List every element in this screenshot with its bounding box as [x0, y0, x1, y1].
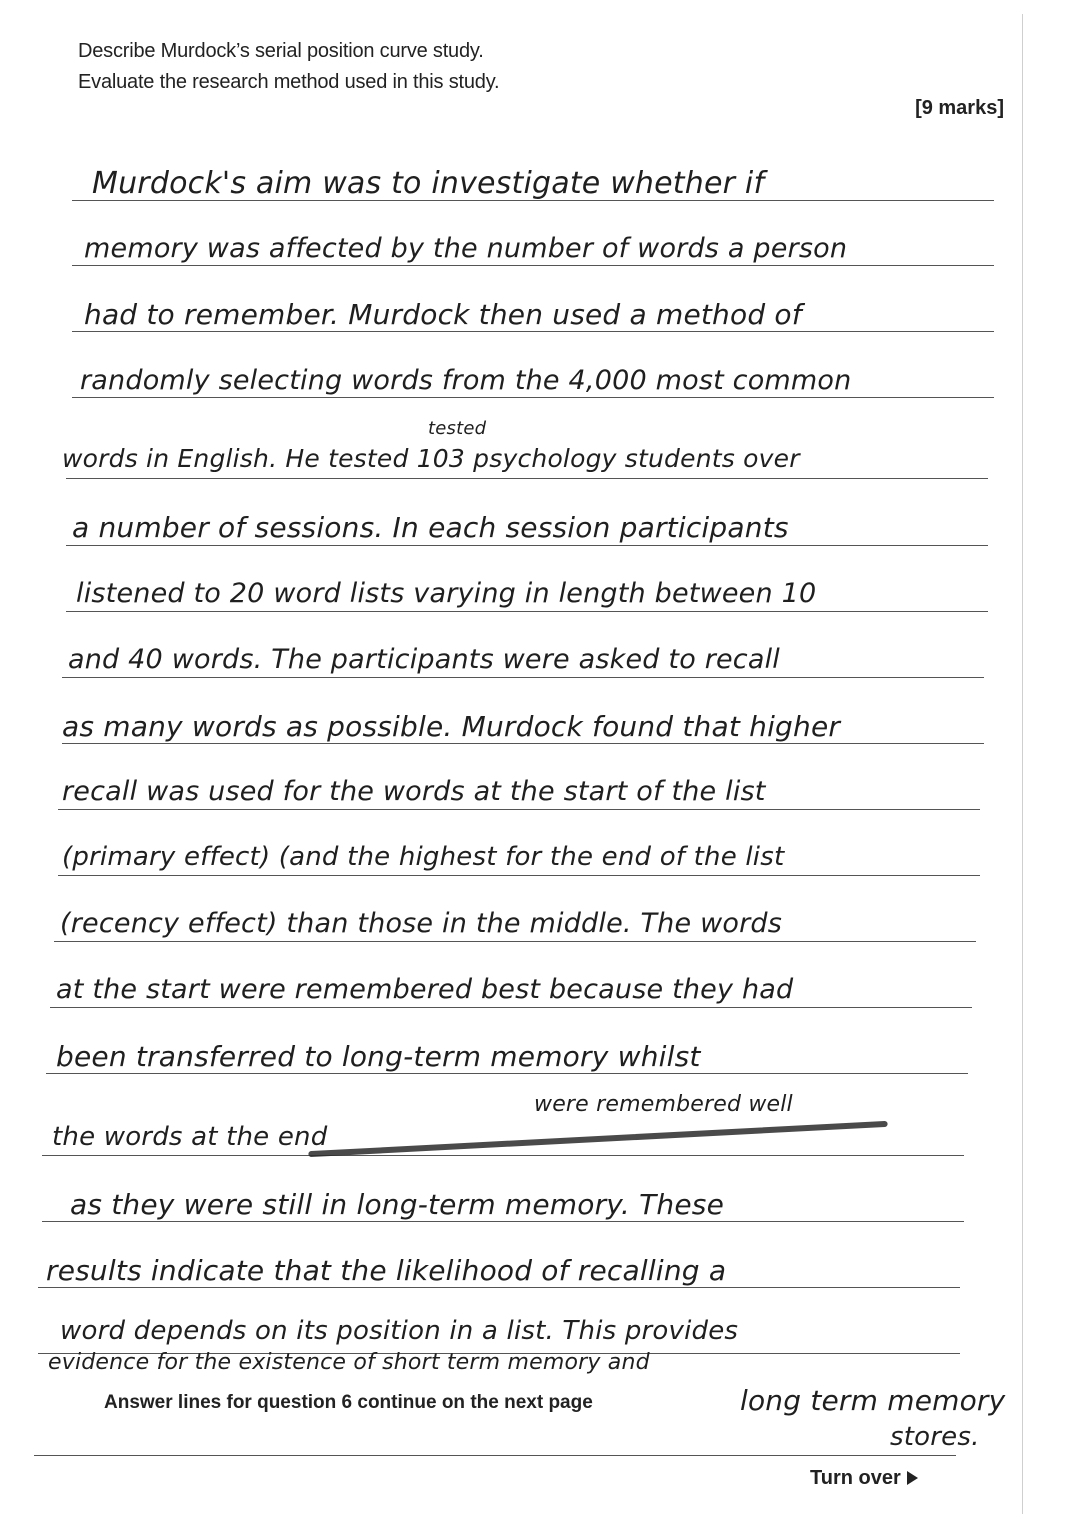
answer-rule: [62, 677, 984, 678]
turn-over-label: Turn over: [810, 1467, 918, 1490]
answer-rule: [46, 1073, 968, 1074]
answer-line-16: as they were still in long-term memory. These: [70, 1188, 724, 1221]
answer-rule: [34, 1455, 956, 1456]
answer-rule: [42, 1221, 964, 1222]
answer-rule: [54, 941, 976, 942]
answer-rule: [58, 809, 980, 810]
answer-line-14: been transferred to long-term memory whilst: [56, 1040, 701, 1073]
answer-rule: [72, 265, 994, 266]
scribbled-out-text: [308, 1121, 888, 1157]
answer-line-18: word depends on its position in a list. This provides: [60, 1316, 739, 1346]
answer-line-12: (recency effect) than those in the middle. The words: [60, 908, 782, 939]
answer-rule: [38, 1287, 960, 1288]
answer-rule: [42, 1155, 964, 1156]
answer-rule: [66, 545, 988, 546]
question-line-1: Describe Murdock’s serial position curve study.: [78, 40, 484, 62]
answer-line-6: a number of sessions. In each session participants: [72, 511, 789, 544]
answer-rule: [62, 743, 984, 744]
answer-line-4: randomly selecting words from the 4,000 most common: [80, 365, 852, 396]
answer-line-2: memory was affected by the number of words a person: [84, 233, 848, 264]
answer-line-8: and 40 words. The participants were asked to recall: [68, 644, 781, 675]
continue-note: Answer lines for question 6 continue on the next page: [104, 1392, 593, 1413]
answer-line-11: (primary effect) (and the highest for the end of the list: [62, 842, 785, 872]
answer-line-1: Murdock's aim was to investigate whether if: [92, 166, 765, 201]
answer-line-17: results indicate that the likelihood of recalling a: [46, 1254, 727, 1287]
answer-rule: [72, 331, 994, 332]
answer-line-13: at the start were remembered best because they had: [56, 974, 794, 1005]
insertion-tested: tested: [428, 418, 487, 439]
marks-label: [9 marks]: [915, 97, 1004, 119]
answer-rule: [50, 1007, 972, 1008]
answer-rule: [66, 611, 988, 612]
answer-line-9: as many words as possible. Murdock found that higher: [62, 710, 841, 743]
answer-rule: [58, 875, 980, 876]
answer-line-3: had to remember. Murdock then used a method of: [84, 298, 802, 331]
answer-line-20: long term memory: [740, 1384, 1006, 1417]
answer-line-21: stores.: [890, 1422, 980, 1452]
answer-line-7: listened to 20 word lists varying in length between 10: [76, 578, 817, 609]
answer-line-5: words in English. He tested 103 psychology students over: [62, 444, 800, 473]
question-line-2: Evaluate the research method used in this study.: [78, 71, 500, 93]
question-text: [78, 36, 499, 98]
arrow-right-icon: [907, 1471, 918, 1485]
insertion-were-remembered-well: were remembered well: [534, 1092, 793, 1117]
answer-line-19: evidence for the existence of short term memory and: [48, 1350, 650, 1375]
answer-line-15: the words at the end: [52, 1122, 328, 1152]
answer-rule: [72, 397, 994, 398]
answer-line-10: recall was used for the words at the start of the list: [62, 776, 766, 807]
page-edge: [1022, 14, 1023, 1514]
answer-rule: [66, 478, 988, 479]
